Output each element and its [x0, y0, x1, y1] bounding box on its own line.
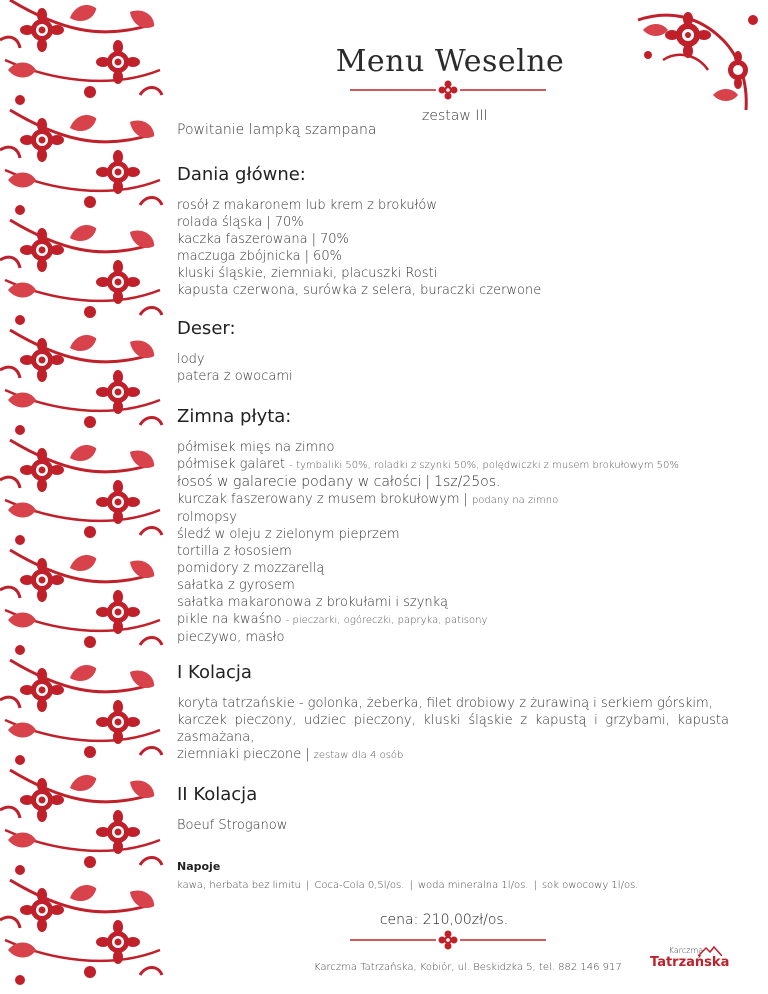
menu-item: tortilla z łososiem: [177, 544, 292, 559]
footer-address: Karczma Tatrzańska, Kobiór, ul. Beskidzka 5, tel. 882 146 917: [314, 962, 622, 973]
drinks-title: Napoje: [177, 860, 221, 873]
price-divider: [350, 930, 546, 950]
drink-item: Coca-Cola 0,5l/os.: [314, 880, 405, 891]
menu-item: kaczka faszerowana | 70%: [177, 232, 349, 247]
welcome-line: Powitanie lampką szampana: [177, 122, 377, 138]
mountain-icon: [698, 946, 722, 956]
supper-description: [177, 695, 729, 764]
page-title: Menu Weselne: [335, 44, 565, 79]
floral-border-ornament: [0, 0, 168, 994]
menu-item: kurczak faszerowany z musem brokułowym | podany na zimno: [177, 492, 559, 507]
logo-small-text: Karczma: [668, 946, 704, 955]
drink-item: kawa, herbata bez limitu: [177, 880, 301, 891]
menu-item: śledź w oleju z zielonym pieprzem: [177, 527, 400, 542]
menu-item: sałatka makaronowa z brokułami i szynką: [177, 595, 448, 610]
section-first-supper: [177, 662, 729, 764]
menu-item: sałatka z gyrosem: [177, 578, 295, 593]
title-divider: [350, 80, 546, 100]
corner-floral-ornament: [628, 0, 768, 120]
karczma-logo: [650, 946, 730, 976]
menu-item: półmisek galaret - tymbaliki 50%, roladki z szynki 50%, polędwiczki z musem brokułowym 50%: [177, 457, 679, 472]
section-title: I Kolacja: [177, 662, 252, 683]
menu-item: rosół z makaronem lub krem z brokułów: [177, 198, 437, 213]
drinks-list: kawa, herbata bez limitu | Coca-Cola 0,5l/os. | woda mineralna 1l/os. | sok owocowy 1l/os.: [177, 880, 639, 891]
logo-big-text: Tatrzańska: [650, 955, 730, 970]
menu-item: półmisek mięs na zimno: [177, 440, 335, 455]
section-title: Dania główne:: [177, 164, 306, 185]
flower-icon: [439, 81, 458, 100]
section-title: II Kolacja: [177, 784, 258, 805]
supper-line: koryta tatrzańskie - golonka, żeberka, filet drobiowy z żurawiną i serkiem górskim,: [177, 696, 713, 711]
section-dessert: [177, 318, 729, 385]
flower-icon: [439, 931, 458, 950]
drink-item: woda mineralna 1l/os.: [417, 880, 529, 891]
menu-item: patera z owocami: [177, 369, 293, 384]
supper-line: ziemniaki pieczone | zestaw dla 4 osób: [177, 747, 404, 762]
drink-item: sok owocowy 1l/os.: [541, 880, 639, 891]
section-main-dishes: [177, 164, 729, 299]
supper-line: karczek pieczony, udziec pieczony, kluski śląskie z kapustą i grzybami, kapusta zasmażana,: [177, 713, 729, 745]
menu-item: lody: [177, 352, 205, 367]
menu-item: rolmopsy: [177, 510, 237, 525]
menu-item: pomidory z mozzarellą: [177, 561, 325, 576]
menu-item: pieczywo, masło: [177, 630, 285, 645]
menu-item: maczuga zbójnicka | 60%: [177, 249, 342, 264]
menu-item: rolada śląska | 70%: [177, 215, 304, 230]
menu-item: Boeuf Stroganow: [177, 818, 288, 833]
price-label: cena: 210,00zł/os.: [379, 912, 509, 928]
menu-item: kapusta czerwona, surówka z selera, buraczki czerwone: [177, 283, 542, 298]
section-cold-plate: [177, 406, 729, 646]
set-label: zestaw III: [422, 108, 488, 124]
section-title: Deser:: [177, 318, 236, 339]
menu-item: pikle na kwaśno - pieczarki, ogóreczki, papryka, patisony: [177, 612, 488, 627]
section-second-supper: [177, 784, 729, 834]
section-title: Zimna płyta:: [177, 406, 292, 427]
menu-item: kluski śląskie, ziemniaki, placuszki Rosti: [177, 266, 438, 281]
menu-item: łosoś w galarecie podany w całości | 1sz/25os.: [177, 474, 501, 490]
